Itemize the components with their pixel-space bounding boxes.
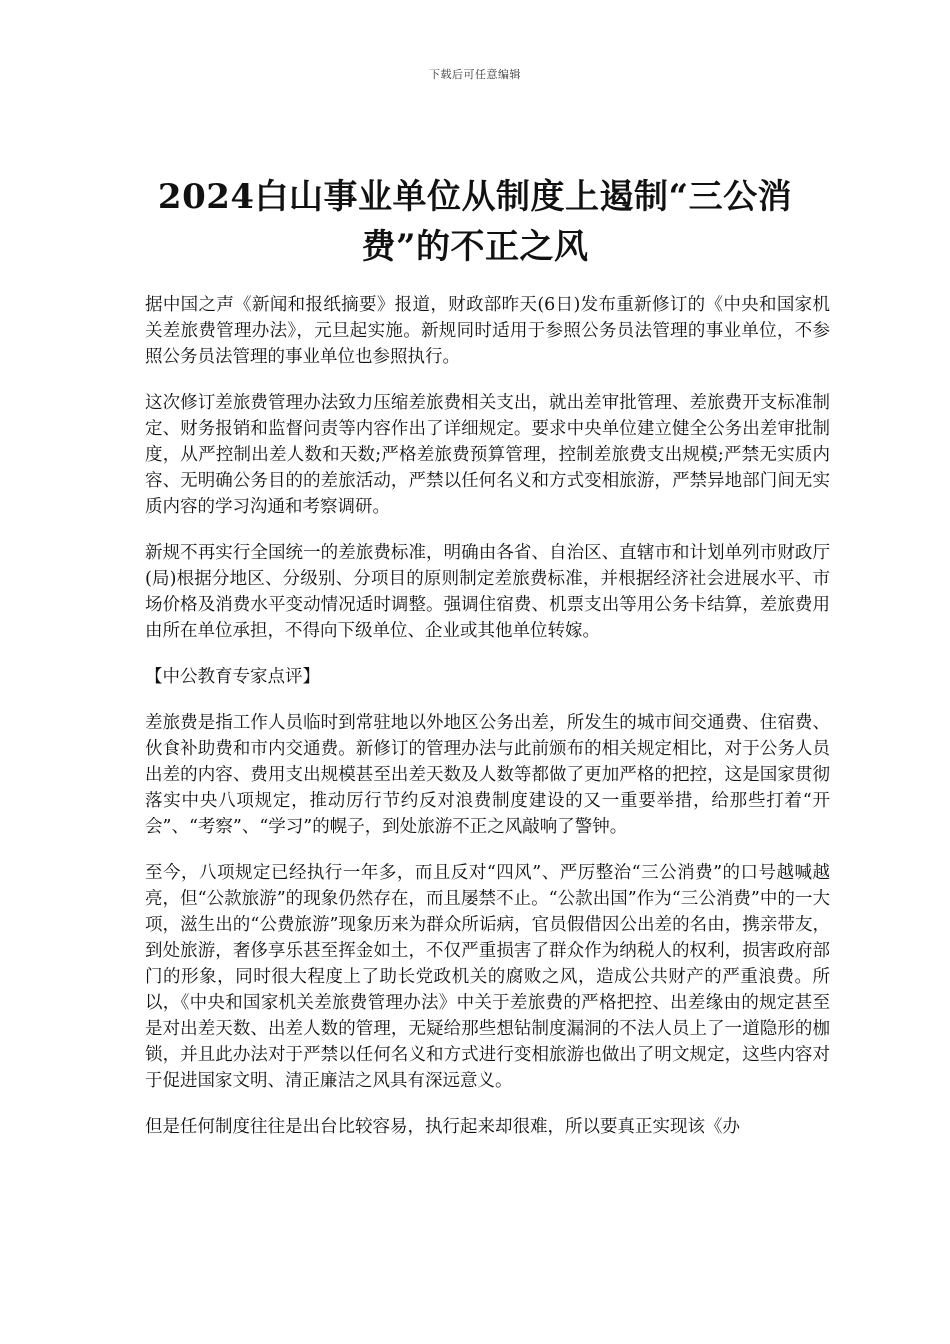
paragraph-implementation: 但是任何制度往往是出台比较容易，执行起来却很难，所以要真正实现该《办 xyxy=(145,1117,740,1137)
paragraph-report-intro: 据中国之声《新闻和报纸摘要》报道，财政部昨天(6日)发布重新修订的《中央和国家机关差旅费管理办法》，元旦起实施。新规同时适用于参照公务员法管理的事业单位，不参照公务员法管理的事业单位也参照执行。 xyxy=(145,295,830,367)
document-body xyxy=(145,292,830,1160)
document-title: 2024白山事业单位从制度上遏制“三公消费”的不正之风 xyxy=(157,177,793,267)
paragraph-eight-regulations: 至今，八项规定已经执行一年多，而且反对“四风”、严厉整治“三公消费”的口号越喊越亮，但“公款旅游”的现象仍然存在，而且屡禁不止。“公款出国”作为“三公消费”中的一大项，滋生出的“公费旅游”现象历来为群众所诟病，官员假借因公出差的名由，携亲带友，到处旅游，奢侈享乐甚至挥金如土，不仅严重损害了群众作为纳税人的权利，损害政府部门的形象，同时很大程度上了助长党政机关的腐败之风，造成公共财产的严重浪费。所以，《中央和国家机关差旅费管理办法》中关于差旅费的严格把控、出差缘由的规定甚至是对出差天数、出差人数的管理，无疑给那些想钻制度漏洞的不法人员上了一道隐形的枷锁，并且此办法对于严禁以任何名义和方式进行变相旅游也做出了明文规定，这些内容对于促进国家文明、清正廉洁之风具有深远意义。 xyxy=(145,863,830,1091)
paragraph-travel-expense-definition: 差旅费是指工作人员临时到常驻地以外地区公务出差，所发生的城市间交通费、住宿费、伙食补助费和市内交通费。新修订的管理办法与此前颁布的相关规定相比，对于公务人员出差的内容、费用支出规模甚至出差天数及人数等都做了更加严格的把控，这是国家贯彻落实中央八项规定，推动厉行节约反对浪费制度建设的又一重要举措，给那些打着“开会”、“考察”、“学习”的幌子，到处旅游不正之风敲响了警钟。 xyxy=(145,713,830,837)
header-note: 下载后可任意编辑 xyxy=(429,68,521,81)
paragraph-new-standards: 新规不再实行全国统一的差旅费标准，明确由各省、自治区、直辖市和计划单列市财政厅(局)根据分地区、分级别、分项目的原则制定差旅费标准，并根据经济社会进展水平、市场价格及消费水平变动情况适时调整。强调住宿费、机票支出等用公务卡结算，差旅费用由所在单位承担，不得向下级单位、企业或其他单位转嫁。 xyxy=(145,543,830,641)
section-heading-expert-comment: 【中公教育专家点评】 xyxy=(145,667,320,687)
paragraph-revision-details: 这次修订差旅费管理办法致力压缩差旅费相关支出，就出差审批管理、差旅费开支标准制定、财务报销和监督问责等内容作出了详细规定。要求中央单位建立健全公务出差审批制度，从严控制出差人数和天数;严格差旅费预算管理，控制差旅费支出规模;严禁无实质内容、无明确公务目的的差旅活动，严禁以任何名义和方式变相旅游，严禁异地部门间无实质内容的学习沟通和考察调研。 xyxy=(145,393,830,517)
